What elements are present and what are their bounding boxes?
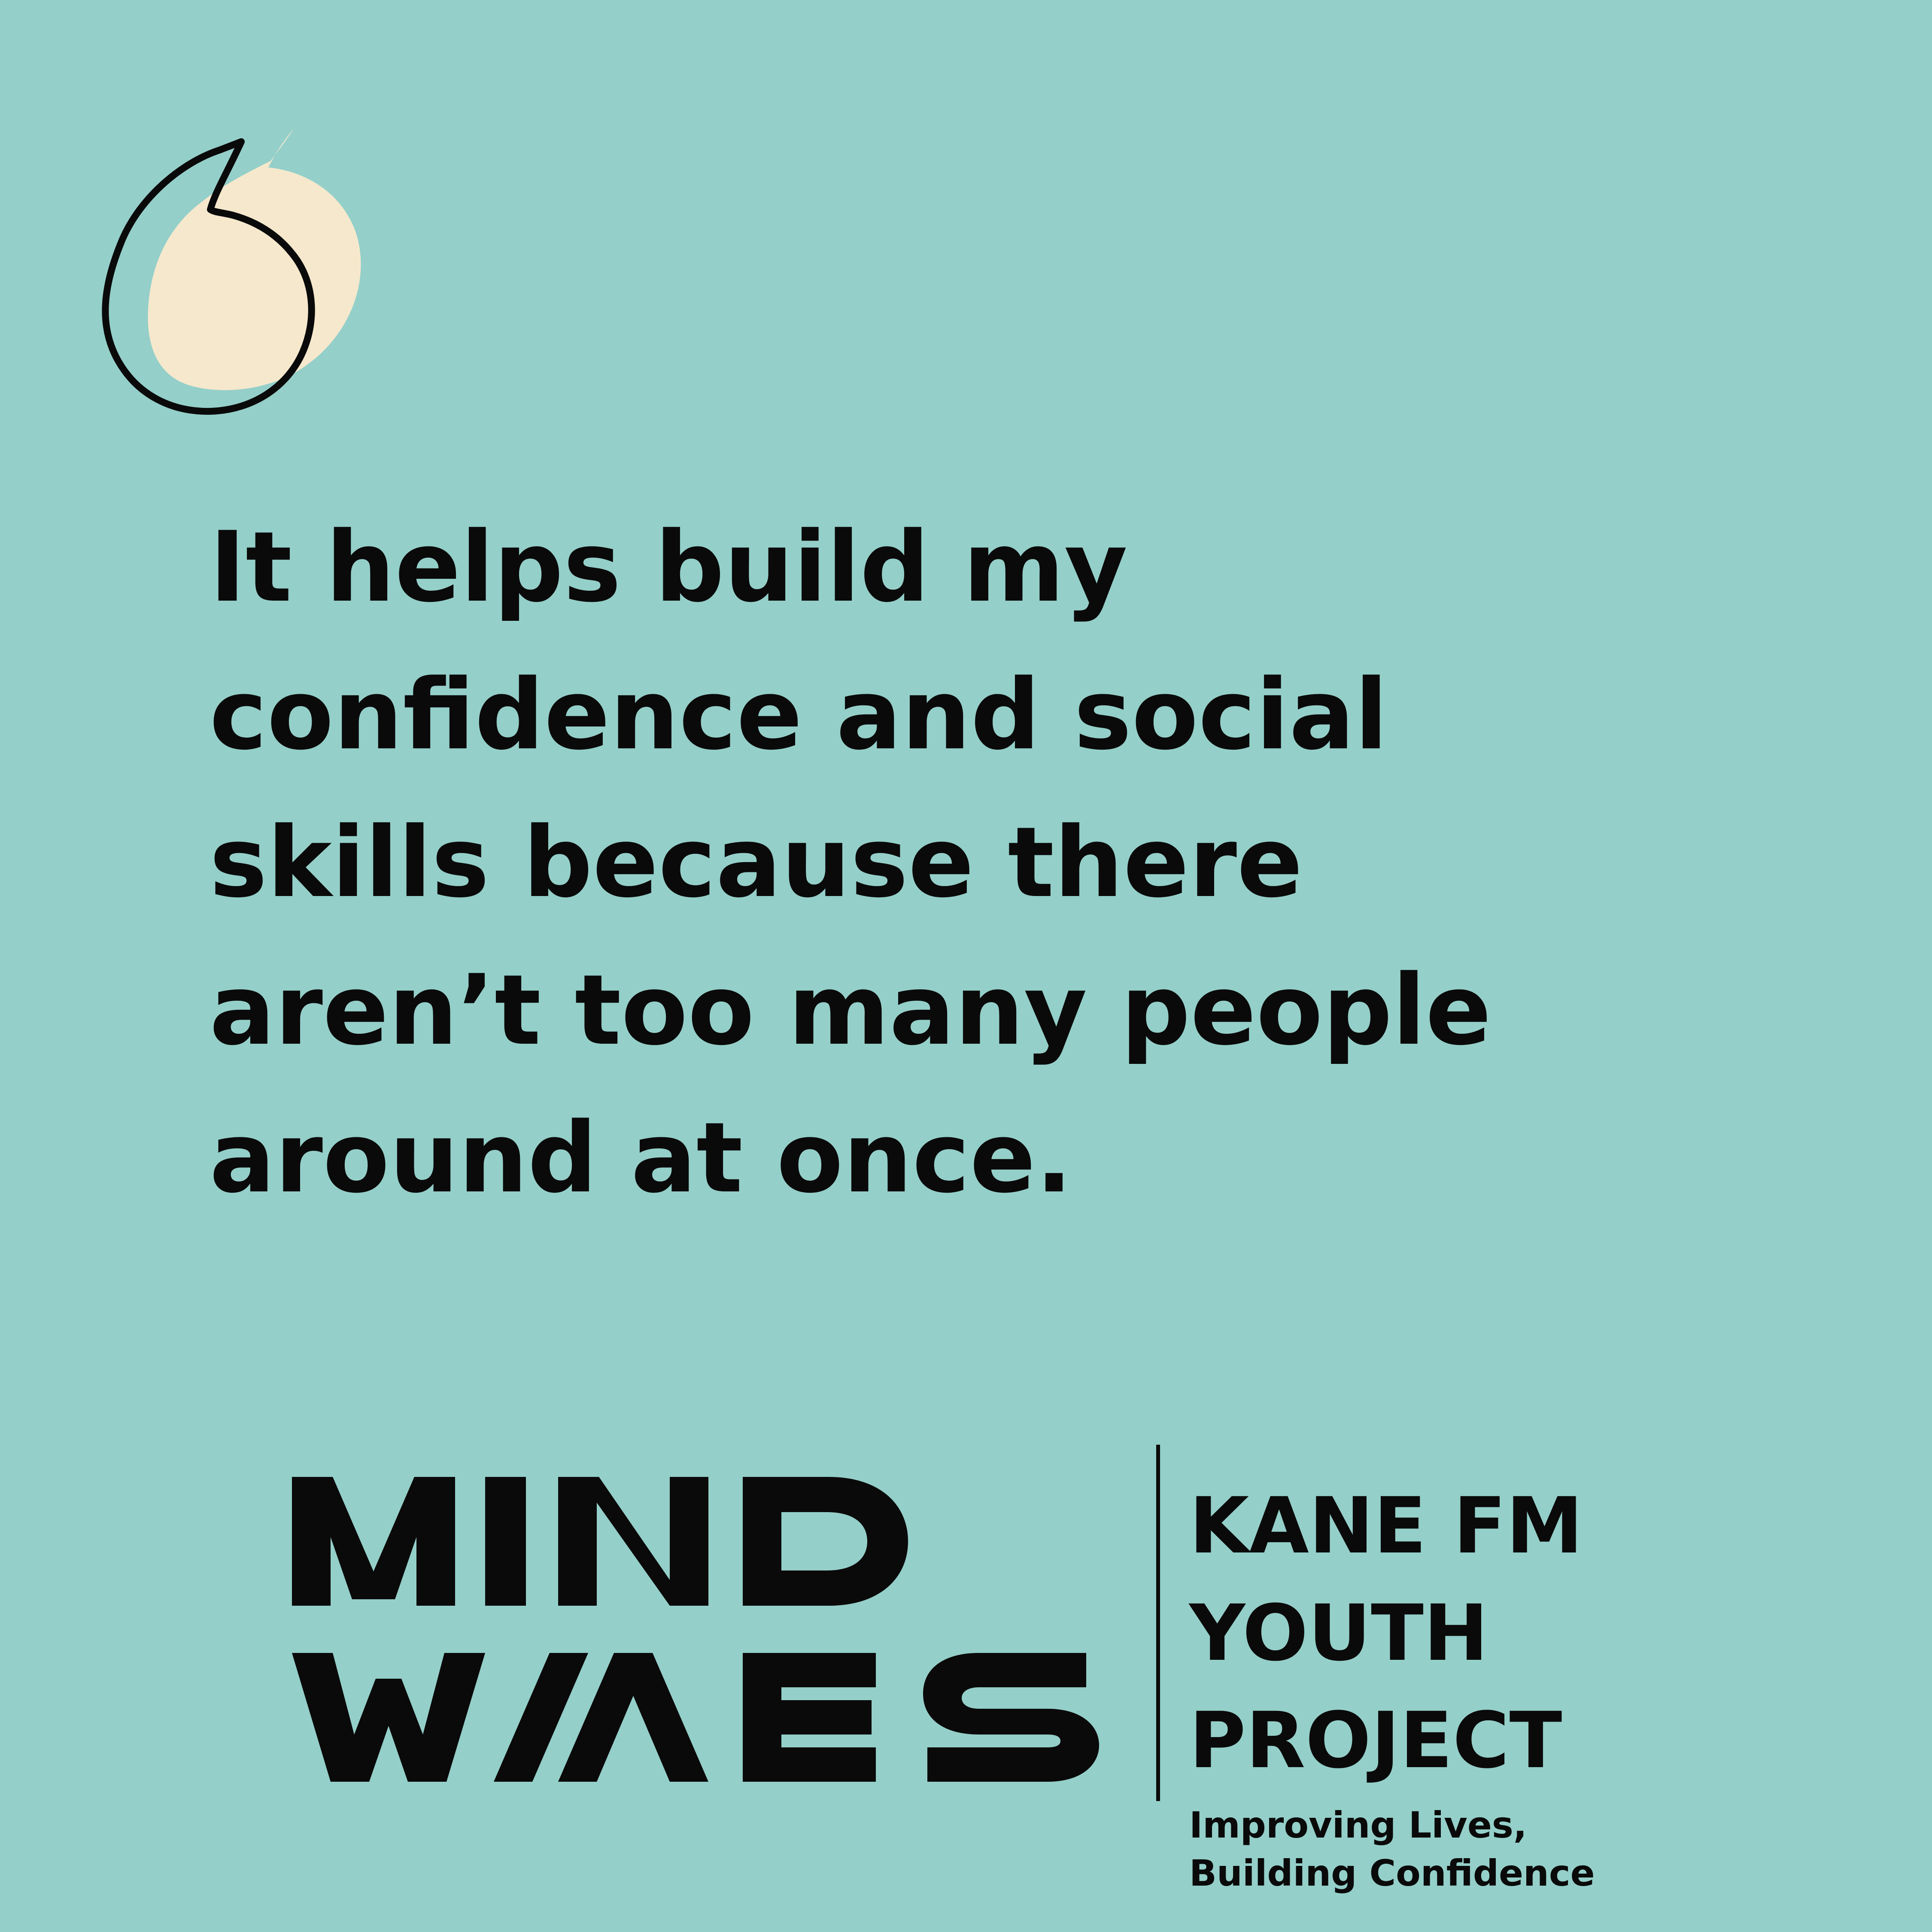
quote-line: around at once.: [210, 1102, 1072, 1215]
speech-bubble-quote-icon: [86, 120, 395, 447]
quote-line: confidence and social: [210, 659, 1388, 772]
logo-divider: [1156, 1445, 1160, 1801]
quote-line: aren’t too many people: [210, 954, 1492, 1067]
quote-line: It helps build my: [210, 511, 1128, 624]
brand-title: [1189, 1473, 1833, 1795]
brand-line: PROJECT: [1189, 1696, 1562, 1786]
mindwaves-logo: [292, 1477, 1108, 1812]
tagline-line: Building Confidence: [1189, 1852, 1595, 1894]
tagline: [1189, 1801, 1833, 1897]
quote-text: [210, 494, 1755, 1232]
tagline-line: Improving Lives,: [1189, 1804, 1527, 1846]
brand-line: KANE FM: [1189, 1481, 1583, 1571]
brand-line: YOUTH: [1189, 1589, 1488, 1678]
quote-line: skills because there: [210, 806, 1303, 919]
